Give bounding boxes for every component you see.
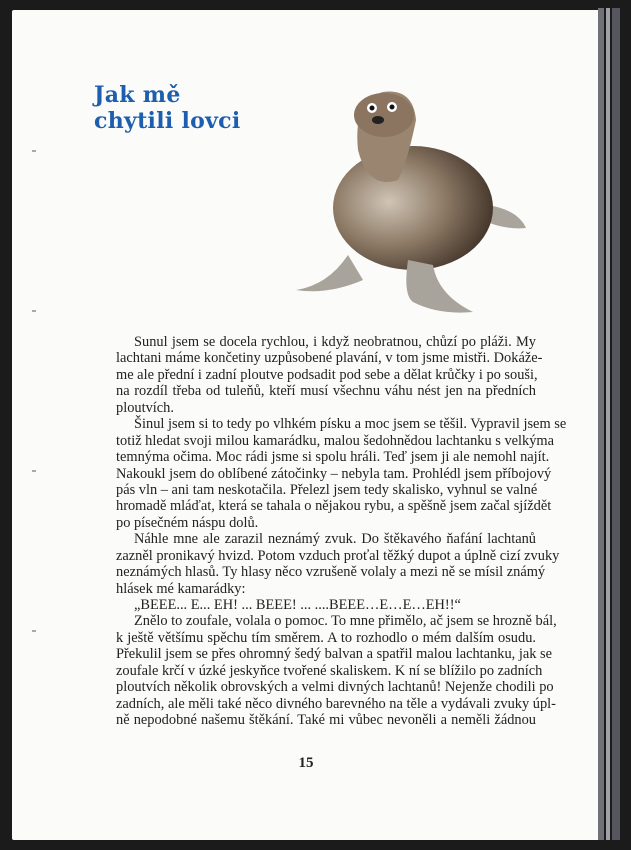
page-number: 15 [298, 755, 314, 771]
page-edge [598, 8, 604, 840]
page-edge [612, 8, 620, 840]
text-line: po písečném náspu dolů. [116, 514, 259, 531]
sea-lion-illustration [288, 80, 538, 320]
text-line: neznámých hlasů. Ty hlasy něco vzrušeně volaly a mezi ně se mísil známý [116, 564, 546, 581]
text-line: totiž hledat svoji milou kamarádku, malou šedohnědou lachtanku s velkýma [116, 432, 555, 449]
text-line: Znělo to zoufale, volala o pomoc. To mne přimělo, ač jsem se hrozně bál, [134, 613, 557, 630]
text-line: Sunul jsem se docela rychlou, i když neobratnou, chůzí po pláži. My [134, 334, 536, 350]
title-line: Jak mě [94, 82, 181, 108]
text-line: pás vln – ani tam neskotačila. Přelezl jsem tedy skalisko, vyhnul se valné [116, 481, 538, 498]
text-line: Překulil jsem se přes ohromný šedý balvan a spatřil malou lachtanku, jak se [116, 646, 553, 663]
text-line: k ještě většímu spěchu tím směrem. A to rozhodlo o mém dalším osudu. [116, 629, 536, 646]
text-line: Šinul jsem si to tedy po vlhkém písku a moc jsem se těšil. Vypravil jsem se [134, 416, 567, 433]
text-line: ně nepodobné našemu štěkání. Také mi vůbec nevoněli a neměli žádnou [116, 712, 536, 729]
text-line: hlásek mé kamarádky: [116, 580, 246, 597]
text-line: „BEEE... E... EH! ... BEEE! ... ....BEEE…E…E…EH!!“ [134, 597, 461, 613]
edge-mark [32, 630, 36, 632]
text-line: ploutvích několik obrovských a velmi divných lachtanů! Nejenže chodili po [116, 679, 554, 696]
chapter-title [94, 82, 241, 134]
text-line: lachtani máme končetiny uzpůsobené plavání, v tom jsme mistři. Dokáže- [116, 350, 543, 367]
text-line: zoufale krčí v úzké jeskyňce tvořené skaliskem. K ní se blížilo po zadních [116, 662, 543, 679]
text-line: me ale přední i zadní ploutve podsadit pod sebe a dělat krůčky i po souši, [116, 366, 538, 383]
text-line: Nakoukl jsem do oblíbené zátočinky – nebyla tam. Prohlédl jsem příbojový [116, 465, 552, 482]
edge-mark [32, 470, 36, 472]
text-line: na rozdíl třeba od tuleňů, kteří musí všechnu váhu nést jen na předních [116, 383, 536, 400]
page-edge [606, 8, 610, 840]
book-page [12, 10, 600, 840]
edge-mark [32, 310, 36, 312]
text-line: zazněl pronikavý hvizd. Potom vzduch proťal těžký dupot a úplně cizí zvuky [116, 547, 560, 564]
title-line: chytili lovci [94, 108, 241, 134]
text-line: ploutvích. [116, 399, 174, 416]
text-line: temnýma očima. Moc rádi jsme si spolu hráli. Teď jsem ji ale nemohl najít. [116, 449, 550, 466]
body-text [116, 334, 567, 729]
edge-mark [32, 150, 36, 152]
text-line: zadních, ale měli také něco divného barevného na těle a vydávali zvuky úpl- [116, 695, 556, 712]
text-line: Náhle mne ale zarazil neznámý zvuk. Do štěkavého ňafání lachtanů [134, 531, 536, 548]
text-line: hromadě mláďat, která se tahala o nějakou rybu, a spěšně jsem začal sjíždět [116, 498, 552, 515]
